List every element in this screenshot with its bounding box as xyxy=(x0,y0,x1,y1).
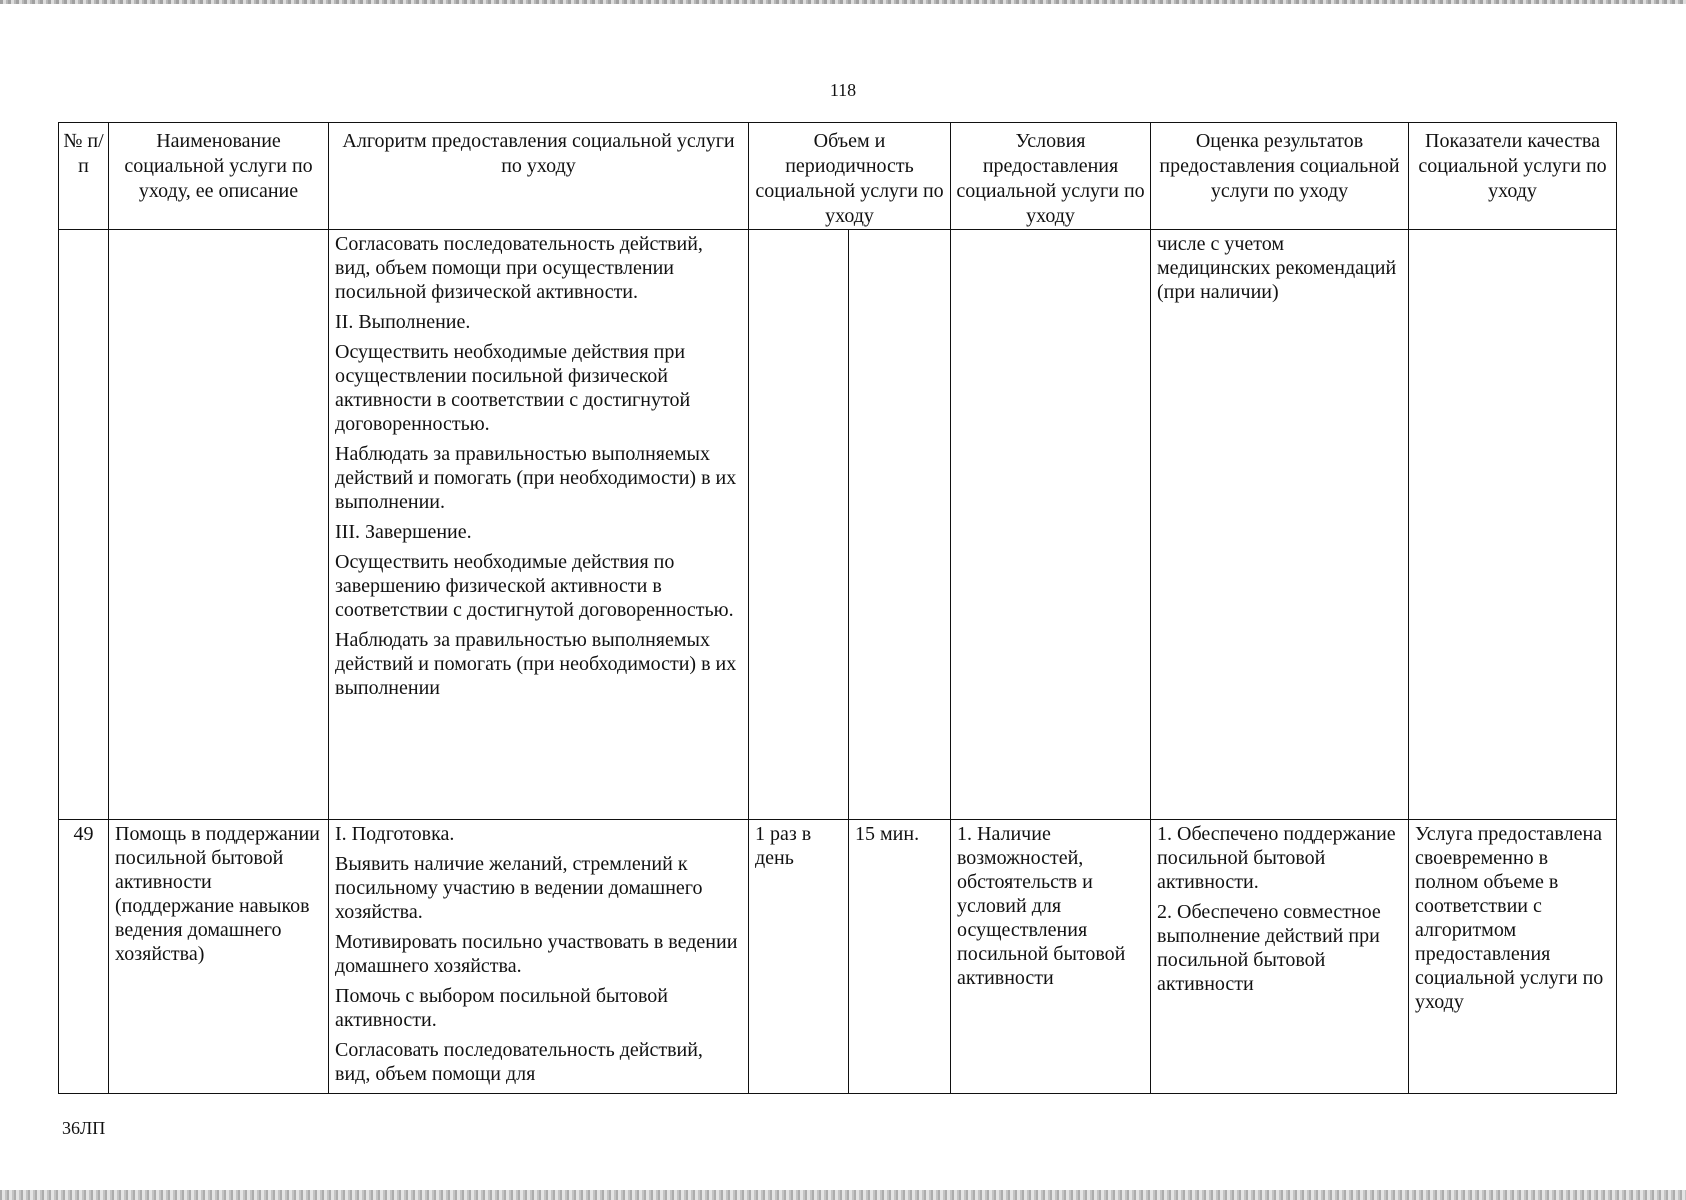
algorithm-step: Осуществить необходимые действия по завершению физической активности в соответствии с достигнутой договоренностью. xyxy=(335,551,734,621)
evaluation-item: 2. Обеспечено совместное выполнение действий при посильной бытовой активности xyxy=(1157,901,1381,995)
cell-conditions-empty xyxy=(951,230,1151,820)
header-conditions: Условия предоставления социальной услуги по уходу xyxy=(951,123,1151,230)
header-algorithm: Алгоритм предоставления социальной услуги по уходу xyxy=(329,123,749,230)
header-volume: Объем и периодичность социальной услуги по уходу xyxy=(749,123,951,230)
page-number: 118 xyxy=(829,80,857,100)
algorithm-step: Помочь с выбором посильной бытовой активности. xyxy=(335,985,668,1031)
cell-num: 49 xyxy=(59,820,109,1094)
cell-num-empty xyxy=(59,230,109,820)
table-header-row xyxy=(59,123,1617,230)
header-quality: Показатели качества социальной услуги по уходу xyxy=(1409,123,1617,230)
header-name: Наименование социальной услуги по уходу, ее описание xyxy=(109,123,329,230)
cell-periodicity: 1 раз в день xyxy=(749,820,849,1094)
algorithm-step: III. Завершение. xyxy=(335,521,472,543)
algorithm-step: Согласовать последовательность действий, вид, объем помощи для xyxy=(335,1039,703,1085)
evaluation-item: 1. Обеспечено поддержание посильной бытовой активности. xyxy=(1157,823,1396,893)
algorithm-step: Согласовать последовательность действий, вид, объем помощи при осуществлении посильной физической активности. xyxy=(335,233,703,303)
table-row-continued xyxy=(59,230,1617,820)
cell-duration: 15 мин. xyxy=(849,820,951,1094)
cell-evaluation-continued: числе с учетом медицинских рекомендаций (при наличии) xyxy=(1151,230,1409,820)
cell-quality: Услуга предоставлена своевременно в полном объеме в соответствии с алгоритмом предоставления социальной услуги по уходу xyxy=(1409,820,1617,1094)
algorithm-step: II. Выполнение. xyxy=(335,311,471,333)
algorithm-step: Наблюдать за правильностью выполняемых действий и помогать (при необходимости) в их выполнении. xyxy=(335,443,737,513)
cell-name-empty xyxy=(109,230,329,820)
cell-quality-empty xyxy=(1409,230,1617,820)
cell-service-name: Помощь в поддержании посильной бытовой активности (поддержание навыков ведения домашнего хозяйства) xyxy=(109,820,329,1094)
services-table xyxy=(58,122,1617,1094)
cell-algorithm xyxy=(329,820,749,1094)
algorithm-step: Мотивировать посильно участвовать в ведении домашнего хозяйства. xyxy=(335,931,738,977)
algorithm-step: Наблюдать за правильностью выполняемых действий и помогать (при необходимости) в их выполнении xyxy=(335,629,737,699)
document-code: 36ЛП xyxy=(62,1118,106,1138)
scan-edge-top xyxy=(0,0,1686,4)
algorithm-step: I. Подготовка. xyxy=(335,823,455,845)
algorithm-step: Выявить наличие желаний, стремлений к посильному участию в ведении домашнего хозяйства. xyxy=(335,853,703,923)
table-row-49 xyxy=(59,820,1617,1094)
header-evaluation: Оценка результатов предоставления социальной услуги по уходу xyxy=(1151,123,1409,230)
cell-duration-empty xyxy=(849,230,951,820)
cell-algorithm-continued xyxy=(329,230,749,820)
cell-periodicity-empty xyxy=(749,230,849,820)
scan-edge-bottom xyxy=(0,1190,1686,1200)
header-num: № п/п xyxy=(59,123,109,230)
cell-evaluation xyxy=(1151,820,1409,1094)
algorithm-step: Осуществить необходимые действия при осуществлении посильной физической активности в соответствии с достигнутой договоренностью. xyxy=(335,341,691,435)
cell-conditions: 1. Наличие возможностей, обстоятельств и условий для осуществления посильной бытовой активности xyxy=(951,820,1151,1094)
